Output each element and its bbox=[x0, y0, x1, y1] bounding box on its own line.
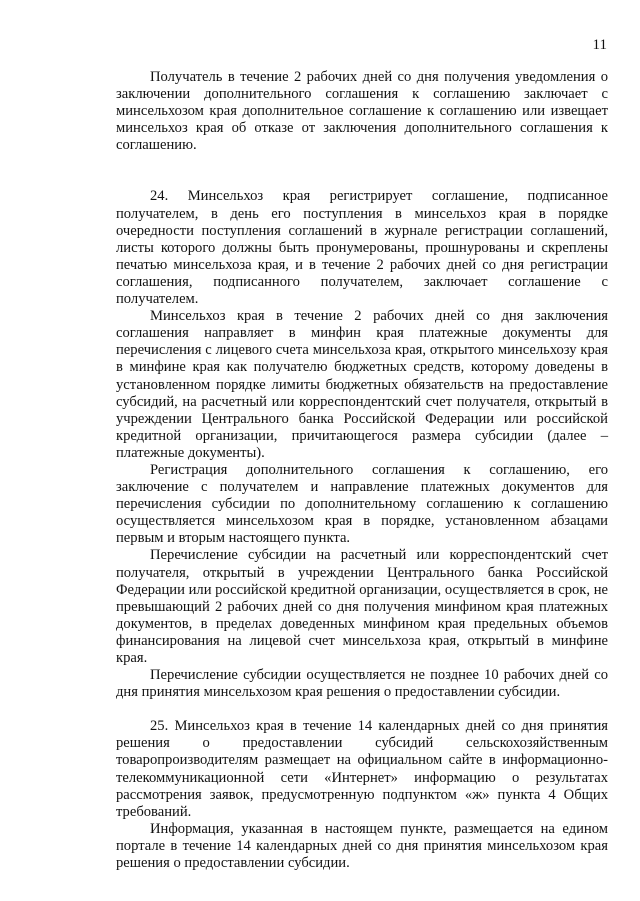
paragraph-24-registration: 24. Минсельхоз края регистрирует соглашение, подписанное получателем, в день его поступления в минсельхоз края в порядке очередности поступления соглашений в журнале регистрации соглашений, листы которого должны быть пронумерованы, прошнурованы и скреплены печатью минсельхоза края, и в течение 2 рабочих дней со дня регистрации соглашения, подписанного получателем, заключает соглашение с получателем. bbox=[116, 188, 608, 308]
paragraph-agreement-response: Получатель в течение 2 рабочих дней со дня получения уведомления о заключении дополнительного соглашения к соглашению заключает с минсельхозом края дополнительное соглашение к соглашению или извещает минсельхоз края об отказе от заключения дополнительного соглашения к соглашению. bbox=[116, 69, 608, 154]
paragraph-24-transfer-deadline: Перечисление субсидии на расчетный или корреспондентский счет получателя, открытый в учреждении Центрального банка Российской Федерации или российской кредитной организации, осуществляется в срок, не превышающий 2 рабочих дней со дня получения минфином края платежных документов, в пределах доведенных минфином края предельных объемов финансирования на лицевой счет минсельхоза края, открытый в минфине края. bbox=[116, 547, 608, 666]
paragraph-24-payment-documents: Минсельхоз края в течение 2 рабочих дней со дня заключения соглашения направляет в минфин края платежные документы для перечисления с лицевого счета минсельхоза края, открытого минсельхозу края в минфине края как получателю бюджетных средств, которому доведены в установленном порядке лимиты бюджетных обязательств на предоставление субсидий, на расчетный или корреспондентский счет получателя, открытый в учреждении Центрального банка Российской Федерации или российской кредитной организации, причитающегося размера субсидии (далее – платежные документы). bbox=[116, 308, 608, 461]
paragraph-25-portal: Информация, указанная в настоящем пункте, размещается на едином портале в течение 14 календарных дней со дня принятия минсельхозом края решения о предоставлении субсидии. bbox=[116, 820, 608, 872]
section-spacer bbox=[116, 154, 608, 171]
paragraph-24-additional-agreement: Регистрация дополнительного соглашения к соглашению, его заключение с получателем и направление платежных документов для перечисления субсидии по дополнительному соглашению к соглашению осуществляется минсельхозом края в порядке, установленном абзацами первым и вторым настоящего пункта. bbox=[116, 461, 608, 547]
document-body bbox=[116, 69, 608, 872]
section-spacer bbox=[116, 701, 608, 718]
paragraph-24-transfer-limit: Перечисление субсидии осуществляется не позднее 10 рабочих дней со дня принятия минсельхозом края решения о предоставлении субсидии. bbox=[116, 667, 608, 701]
section-spacer bbox=[116, 171, 608, 188]
page-number: 11 bbox=[592, 37, 607, 53]
paragraph-25-publication: 25. Минсельхоз края в течение 14 календарных дней со дня принятия решения о предоставлении субсидий сельскохозяйственным товаропроизводителям размещает на официальном сайте в информационно-телекоммуникационной сети «Интернет» информацию о результатах рассмотрения заявок, предусмотренную подпунктом «ж» пункта 4 Общих требований. bbox=[116, 718, 608, 820]
